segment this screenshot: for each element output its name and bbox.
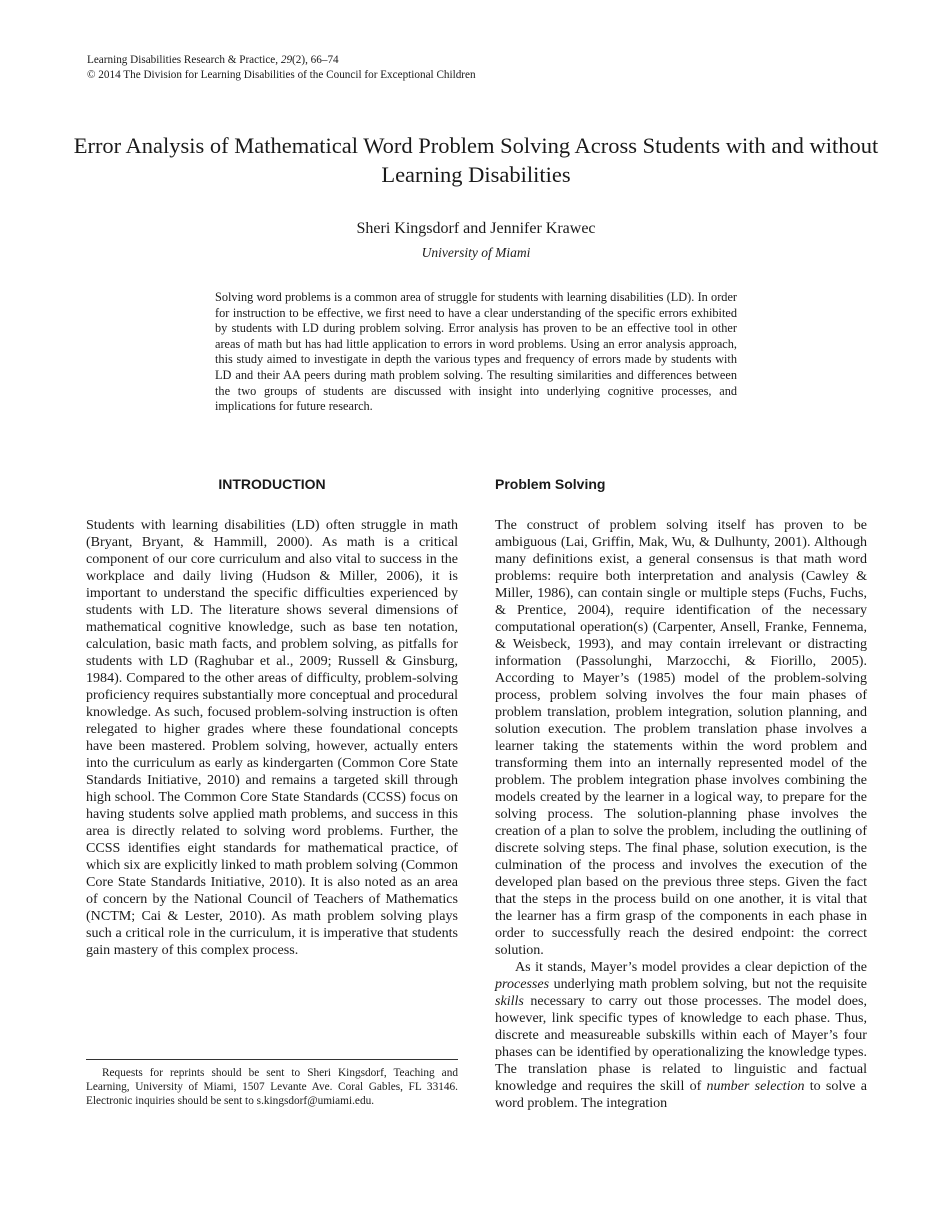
- running-header: [87, 53, 476, 83]
- problem-solving-paragraph-2: [495, 959, 867, 1112]
- journal-citation: [87, 53, 476, 68]
- author-list: Sheri Kingsdorf and Jennifer Krawec: [356, 220, 596, 237]
- journal-issue-pages: (2), 66–74: [292, 54, 339, 66]
- footnote-divider: [86, 1059, 458, 1060]
- section-heading-introduction: INTRODUCTION: [218, 476, 326, 492]
- copyright-line: © 2014 The Division for Learning Disabilities of the Council for Exceptional Children: [87, 69, 476, 81]
- left-column: [86, 475, 458, 959]
- emphasis-number-selection: number selection: [706, 1078, 805, 1094]
- section-heading-problem-solving: Problem Solving: [495, 476, 606, 492]
- problem-solving-paragraph-1: The construct of problem solving itself has proven to be ambiguous (Lai, Griffin, Mak, Wu, & Dulhunty, 2001). Although many definitions exist, a general consensus is that math word problems: require both interpretation and analysis (Cawley & Miller, 1986), can contain single or multiple steps (Fuchs, Fuchs, & Prentice, 2004), require identification of the necessary computational operation(s) (Carpenter, Ansell, Franke, Fennema, & Weisbeck, 1993), and may contain irrelevant or distracting information (Passolunghi, Marzocchi, & Fiorillo, 2005). According to Mayer’s (1985) model of the problem-solving process, problem solving involves the four main phases of problem translation, problem integration, solution planning, and solution execution. The problem translation phase involves a learner taking the statements within the word problem and transforming them into an internally represented model of the problem. The problem integration phase involves combining the models created by the learner in a logical way, to prepare for the solving process. The solution-planning phase involves the creation of a plan to solve the problem, including the outlining of discrete solving steps. The final phase, solution execution, is the culmination of the process and involves the execution of the developed plan based on the previous three steps. Given the fact that the steps in the process build on one another, it is vital that the learner has a firm grasp of the components in each phase in order to successfully reach the desired endpoint: the correct solution.: [495, 517, 867, 958]
- introduction-paragraph: Students with learning disabilities (LD) often struggle in math (Bryant, Bryant, & Hammill, 2000). As math is a critical component of our core curriculum and also vital to success in the workplace and daily living (Hudson & Miller, 2006), it is important to understand the specific difficulties experienced by students with LD. The literature shows several dimensions of mathematical cognitive knowledge, such as base ten notation, calculation, basic math facts, and problem solving, as pitfalls for students with LD (Raghubar et al., 2009; Russell & Ginsburg, 1984). Compared to the other areas of difficulty, problem-solving proficiency requires substantially more conceptual and procedural knowledge. As such, focused problem-solving instruction is often relegated to higher grades where these foundational concepts have been mastered. Problem solving, however, actually enters into the curriculum as early as kindergarten (Common Core State Standards Initiative, 2010) and remains a targeted skill through high school. The Common Core State Standards (CCSS) focus on having students solve applied math problems, and success in this area is directly related to solving word problems. Further, the CCSS identifies eight standards for mathematical practice, of which six are explicitly linked to math problem solving (Common Core State Standards Initiative, 2010). It is also noted as an area of concern by the National Council of Teachers of Mathematics (NCTM; Cai & Lester, 2010). As math problem solving plays such a critical role in the curriculum, it is imperative that students gain mastery of this complex process.: [86, 517, 458, 958]
- abstract: Solving word problems is a common area of struggle for students with learning disabilities (LD). In order for instruction to be effective, we first need to have a clear understanding of the specific errors exhibited by students with LD during problem solving. Error analysis has proven to be an effective tool in other areas of math but has had little application to errors in word problems. Using an error analysis approach, this study aimed to investigate in depth the various types and frequency of errors made by students with LD and their AA peers during math problem solving. The resulting similarities and differences between the two groups of students are discussed with insight into underlying cognitive processes, and implications for future research.: [215, 290, 737, 414]
- right-column: [495, 475, 867, 1112]
- journal-volume: 29: [280, 54, 293, 66]
- text-run: necessary to carry out those processes. The model does, however, link specific types of knowledge to each phase. Thus, discrete and measureable subskills within each of Mayer’s four phases can be identified by operationalizing the knowledge types. The translation phase is related to linguistic and factual knowledge and requires the skill of: [495, 993, 867, 1094]
- text-run: underlying math problem solving, but not the requisite: [549, 976, 867, 992]
- affiliation: University of Miami: [421, 245, 531, 260]
- emphasis-skills: skills: [495, 993, 524, 1009]
- emphasis-processes: processes: [495, 976, 550, 992]
- text-run: to solve a word problem. The integration: [495, 1078, 867, 1111]
- article-title: Error Analysis of Mathematical Word Problem Solving Across Students with and without Learning Disabilities: [73, 133, 879, 187]
- text-run: As it stands, Mayer’s model provides a clear depiction of the: [515, 959, 867, 975]
- journal-name: Learning Disabilities Research & Practice,: [87, 54, 281, 66]
- correspondence-footnote: Requests for reprints should be sent to Sheri Kingsdorf, Teaching and Learning, University of Miami, 1507 Levante Ave. Coral Gables, FL 33146. Electronic inquiries should be sent to s.kingsdorf@umiami.edu.: [86, 1067, 458, 1107]
